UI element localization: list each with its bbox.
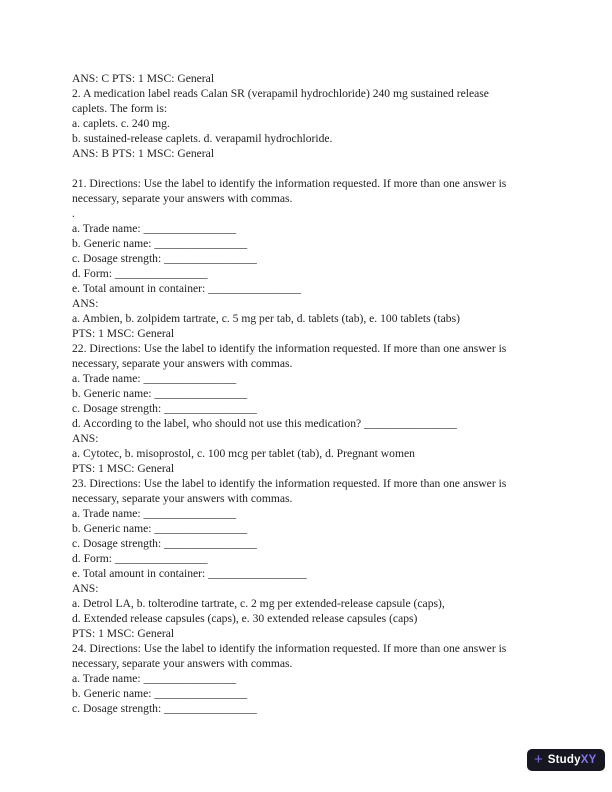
text-line: b. Generic name: ________________ (72, 387, 248, 400)
text-line: a. caplets. c. 240 mg. (72, 117, 170, 130)
text-line: ANS: B PTS: 1 MSC: General (72, 147, 215, 160)
text-line: a. Trade name: ________________ (72, 672, 237, 685)
text-line: a. Detrol LA, b. tolterodine tartrate, c. 2 mg per extended-release capsule (caps), (72, 597, 445, 610)
text-line: b. Generic name: ________________ (72, 522, 248, 535)
text-line: c. Dosage strength: ________________ (72, 537, 257, 550)
text-line: c. Dosage strength: ________________ (72, 702, 257, 715)
text-line: a. Trade name: ________________ (72, 507, 237, 520)
text-line: 22. Directions: Use the label to identify the information requested. If more than one answer is (72, 342, 507, 355)
text-line: b. Generic name: ________________ (72, 237, 248, 250)
text-line: 21. Directions: Use the label to identify the information requested. If more than one answer is (72, 177, 507, 190)
text-line: 23. Directions: Use the label to identify the information requested. If more than one answer is (72, 477, 507, 490)
text-line: c. Dosage strength: ________________ (72, 252, 257, 265)
document-text (72, 71, 562, 716)
text-line: d. According to the label, who should not use this medication? ________________ (72, 417, 457, 430)
text-line: b. sustained-release caplets. d. verapamil hydrochloride. (72, 132, 333, 145)
text-line: a. Cytotec, b. misoprostol, c. 100 mcg per tablet (tab), d. Pregnant women (72, 447, 415, 460)
plus-icon: + (534, 750, 543, 768)
text-line: necessary, separate your answers with commas. (72, 357, 293, 370)
text-line: 24. Directions: Use the label to identify the information requested. If more than one answer is (72, 642, 507, 655)
text-line (72, 161, 562, 176)
text-line: necessary, separate your answers with commas. (72, 492, 293, 505)
brand-name-primary: Study (547, 754, 581, 766)
text-line: ANS: (72, 432, 99, 445)
studyxy-logo-badge (527, 749, 605, 771)
brand-name-accent: XY (580, 754, 597, 766)
text-line: d. Form: ________________ (72, 552, 208, 565)
text-line: e. Total amount in container: ________________ (72, 282, 301, 295)
text-line: e. Total amount in container: _________________ (72, 567, 307, 580)
text-line: necessary, separate your answers with commas. (72, 192, 293, 205)
text-line: c. Dosage strength: ________________ (72, 402, 257, 415)
text-line: a. Trade name: ________________ (72, 222, 237, 235)
text-line: ANS: (72, 297, 99, 310)
text-line: d. Form: ________________ (72, 267, 208, 280)
text-line: PTS: 1 MSC: General (72, 327, 175, 340)
text-line: necessary, separate your answers with commas. (72, 657, 293, 670)
text-line: d. Extended release capsules (caps), e. 30 extended release capsules (caps) (72, 612, 418, 625)
text-line: a. Trade name: ________________ (72, 372, 237, 385)
text-line: a. Ambien, b. zolpidem tartrate, c. 5 mg per tab, d. tablets (tab), e. 100 tablets (tabs) (72, 312, 460, 325)
text-line: caplets. The form is: (72, 102, 168, 115)
text-line: 2. A medication label reads Calan SR (verapamil hydrochloride) 240 mg sustained release (72, 87, 489, 100)
text-line: PTS: 1 MSC: General (72, 462, 175, 475)
text-line: PTS: 1 MSC: General (72, 627, 175, 640)
text-line: ANS: C PTS: 1 MSC: General (72, 72, 215, 85)
text-line: ANS: (72, 582, 99, 595)
text-line: b. Generic name: ________________ (72, 687, 248, 700)
text-line: . (72, 207, 75, 220)
